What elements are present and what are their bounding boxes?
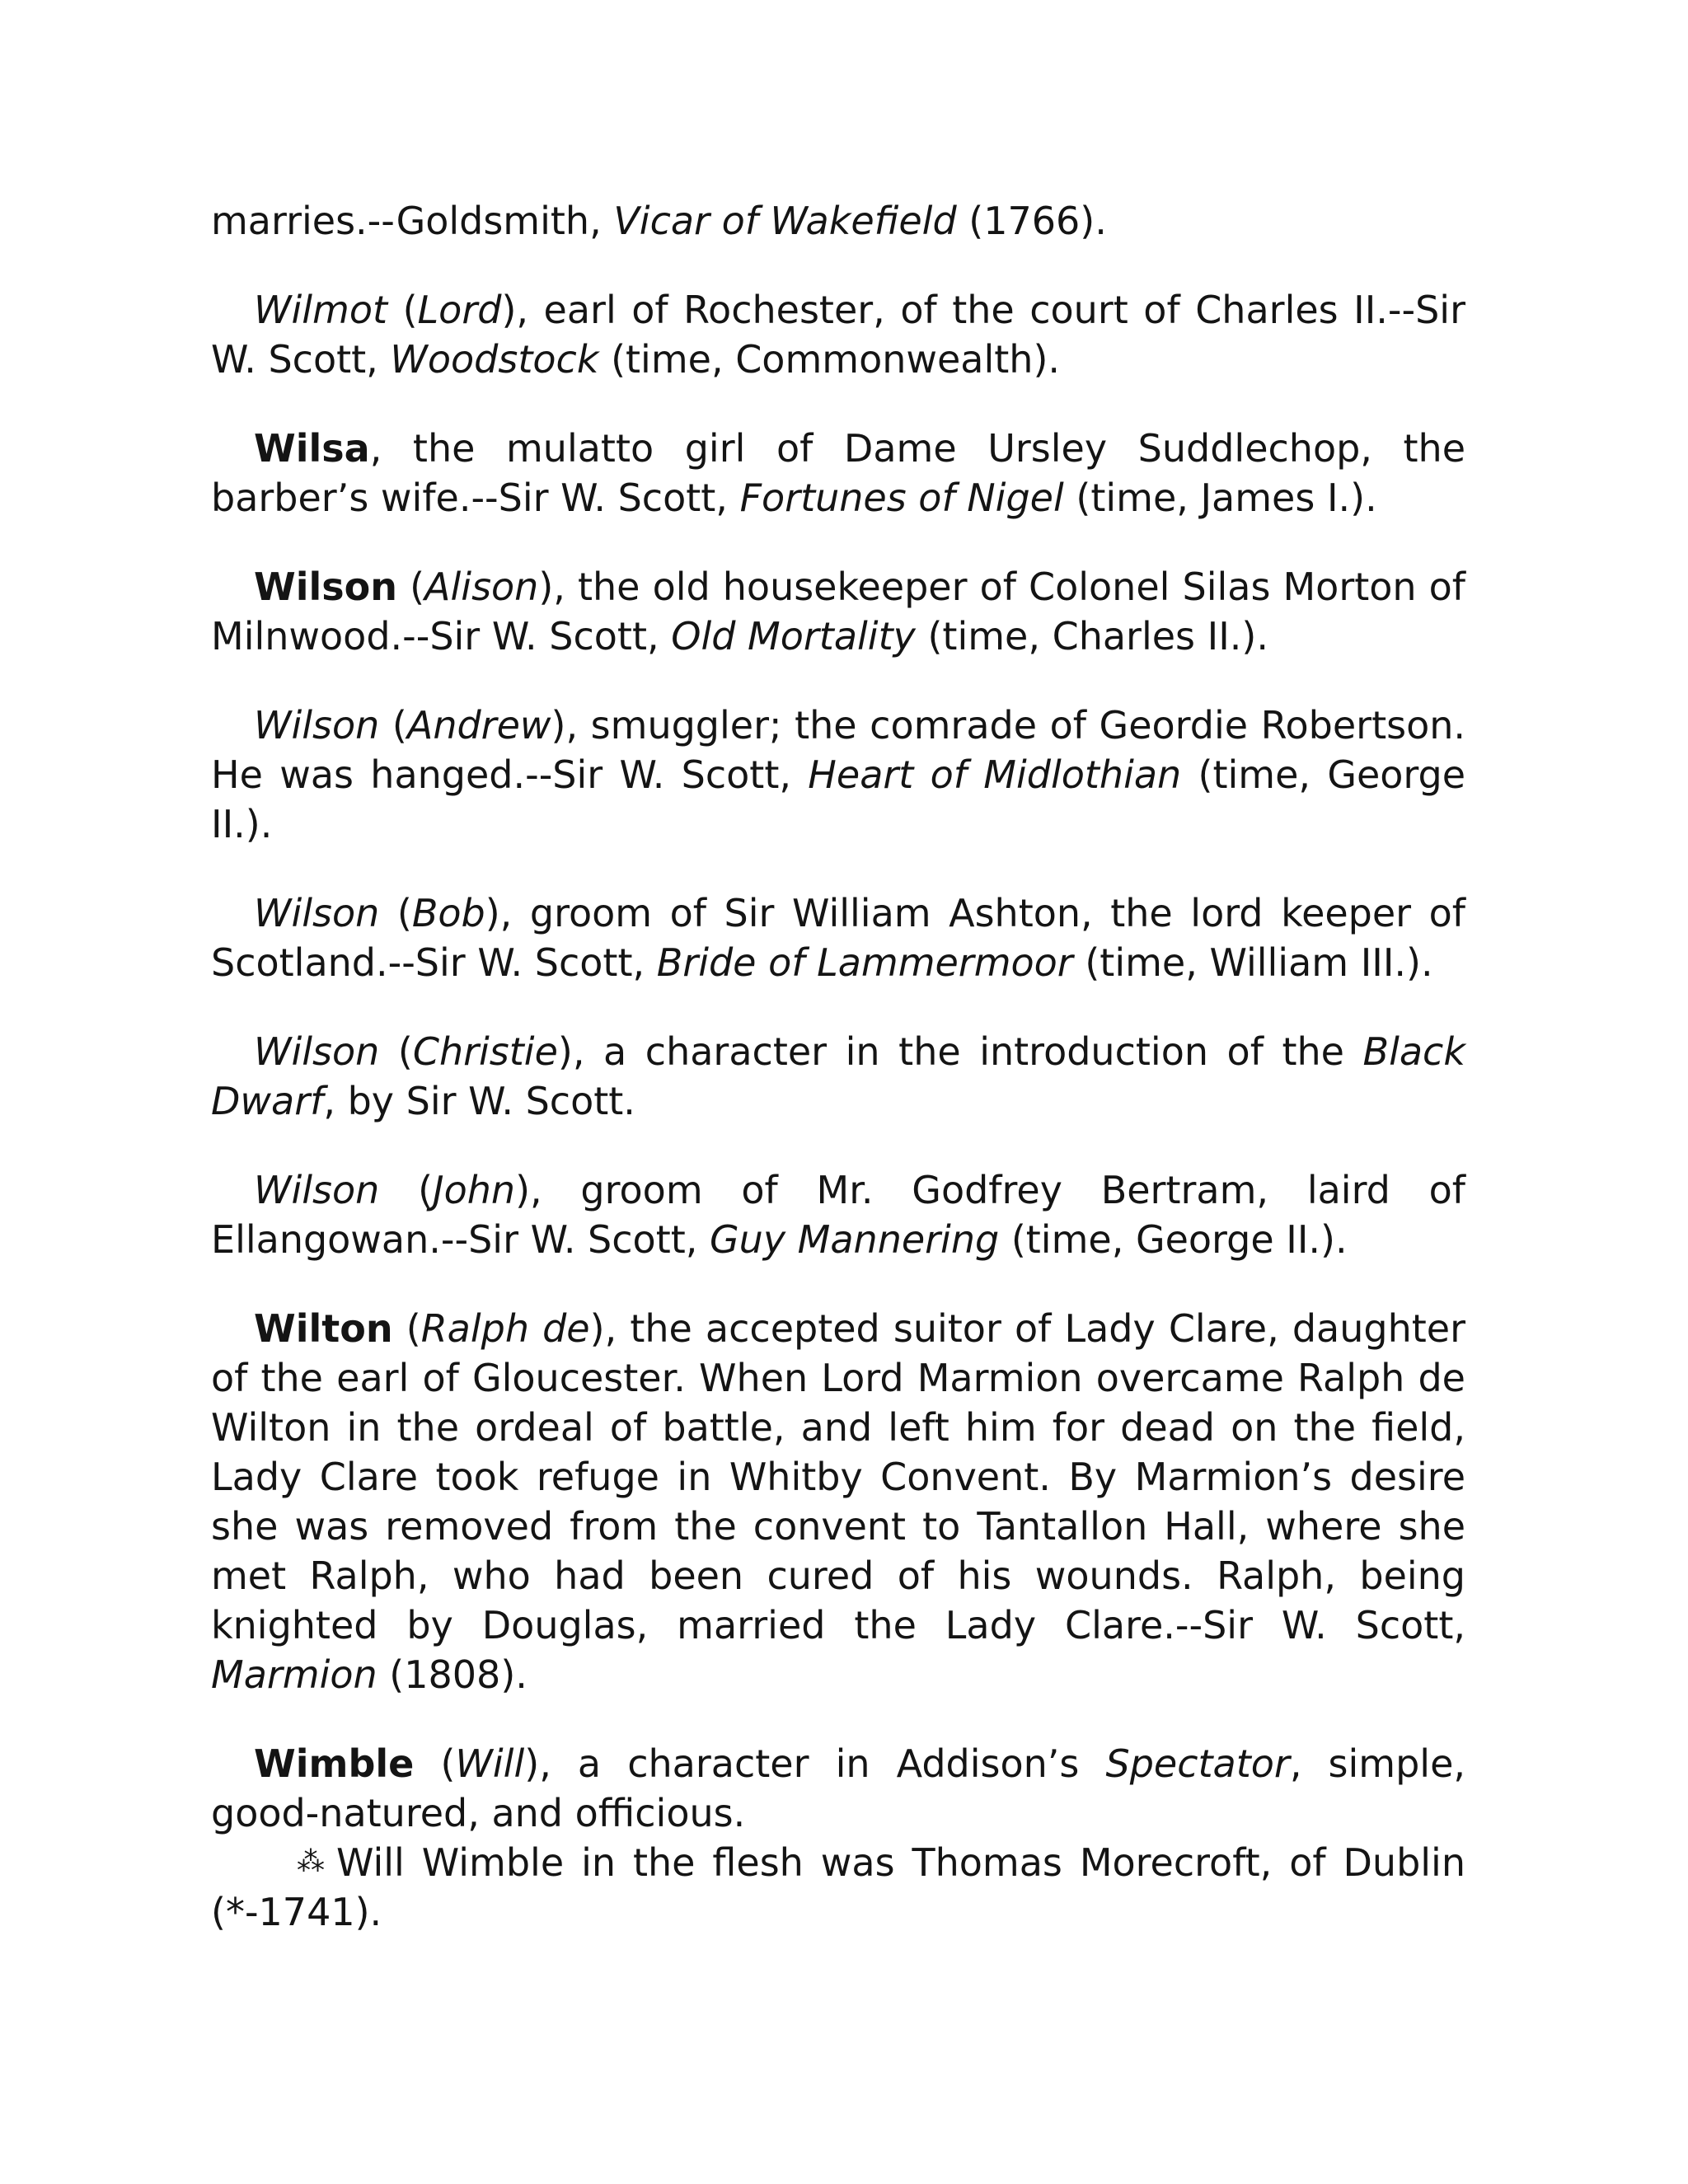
text-run: (time, Commonwealth).: [598, 337, 1061, 382]
entry-paragraph: [211, 1165, 1465, 1264]
entry-paragraph: [211, 888, 1465, 987]
italic-text: Bob: [411, 891, 485, 935]
entry-paragraph: [211, 1027, 1465, 1126]
text-run: (1808).: [377, 1652, 528, 1697]
italic-text: Old Mortality: [671, 614, 916, 658]
italic-text: Black Dwarf: [211, 1029, 1465, 1123]
text-run: (: [379, 703, 407, 748]
headword: Wilson: [254, 565, 398, 609]
italic-text: Andrew: [406, 703, 551, 748]
text-run: (time, James I.).: [1063, 476, 1377, 520]
text-run: (: [414, 1741, 456, 1786]
italic-text: Fortunes of Nigel: [739, 476, 1064, 520]
text-run: (: [379, 891, 412, 935]
italic-text: Wilmot: [254, 288, 388, 332]
text-run: ), the old housekeeper of Colonel Silas Morton of Milnwood.--Sir W. Scott,: [211, 565, 1465, 658]
italic-text: Guy Mannering: [710, 1217, 1000, 1262]
italic-text: Ralph de: [420, 1306, 590, 1351]
italic-text: Wilson: [254, 703, 380, 748]
headword: Wilton: [254, 1306, 393, 1351]
italic-text: Wilson: [254, 1168, 380, 1212]
italic-text: Bride of Lammermoor: [656, 940, 1073, 985]
italic-text: Alison: [424, 565, 539, 609]
italic-text: John: [433, 1168, 516, 1212]
text-run: (: [379, 1168, 434, 1212]
headword: Wimble: [254, 1741, 415, 1786]
asterism-icon: ⁂: [297, 1845, 325, 1878]
text-run: (: [392, 1306, 421, 1351]
text-run: (time, Charles II.).: [915, 614, 1268, 658]
entry-paragraph: [211, 1304, 1465, 1699]
headword: Wilsa: [254, 426, 370, 471]
text-run: ), a character in Addison’s: [524, 1741, 1106, 1786]
text-run: , simple, good-natured, and officious.: [211, 1741, 1466, 1835]
italic-text: Lord: [417, 288, 502, 332]
text-run: (time, George II.).: [999, 1217, 1348, 1262]
text-run: ), groom of Sir William Ashton, the lord keeper of Scotland.--Sir W. Scott,: [211, 891, 1465, 985]
text-run: ), a character in the introduction of the: [557, 1029, 1363, 1074]
entry-paragraph: [211, 701, 1465, 849]
entry-paragraph: [211, 196, 1465, 246]
text-run: (time, George II.).: [211, 752, 1466, 846]
text-run: (1766).: [956, 199, 1107, 243]
entry-paragraph: [211, 424, 1465, 523]
italic-text: Wilson: [254, 1029, 380, 1074]
italic-text: Spectator: [1105, 1741, 1290, 1786]
italic-text: Marmion: [211, 1652, 377, 1697]
entry-paragraph: [211, 285, 1465, 384]
italic-text: Christie: [412, 1029, 558, 1074]
italic-text: Vicar of Wakefield: [613, 199, 957, 243]
text-run: ), earl of Rochester, of the court of Charles II.--Sir W. Scott,: [211, 288, 1465, 382]
text-run: , the mulatto girl of Dame Ursley Suddlechop, the barber’s wife.--Sir W. Scott,: [211, 426, 1465, 520]
italic-text: Heart of Midlothian: [808, 752, 1182, 797]
entry-paragraph: [211, 562, 1465, 661]
entry-list: [211, 196, 1465, 1937]
dictionary-page: [211, 196, 1465, 1937]
text-run: Will Wimble in the flesh was Thomas Morecroft, of Dublin (*-1741).: [211, 1840, 1465, 1934]
text-run: (: [397, 565, 425, 609]
italic-text: Will: [455, 1741, 525, 1786]
text-run: marries.--Goldsmith,: [211, 199, 614, 243]
italic-text: Wilson: [254, 891, 380, 935]
text-run: ), the accepted suitor of Lady Clare, daughter of the earl of Gloucester. When Lord Marmion overcame Ralph de Wilton in the ordeal of battle, and left him for dead on the field, Lady Clare took refuge in Whitby Convent. By Marmion’s desire she was removed from the convent to Tantallon Hall, where she met Ralph, who had been cured of his wounds. Ralph, being knighted by Douglas, married the Lady Clare.--Sir W. Scott,: [211, 1306, 1465, 1647]
italic-text: Woodstock: [390, 337, 599, 382]
text-run: (: [379, 1029, 413, 1074]
text-run: ), smuggler; the comrade of Geordie Robertson. He was hanged.--Sir W. Scott,: [211, 703, 1465, 797]
text-run: (time, William III.).: [1072, 940, 1433, 985]
entry-paragraph: [211, 1739, 1465, 1838]
text-run: (: [387, 288, 418, 332]
entry-paragraph: [211, 1838, 1465, 1937]
text-run: ), groom of Mr. Godfrey Bertram, laird of Ellangowan.--Sir W. Scott,: [211, 1168, 1465, 1262]
text-run: , by Sir W. Scott.: [323, 1079, 635, 1123]
